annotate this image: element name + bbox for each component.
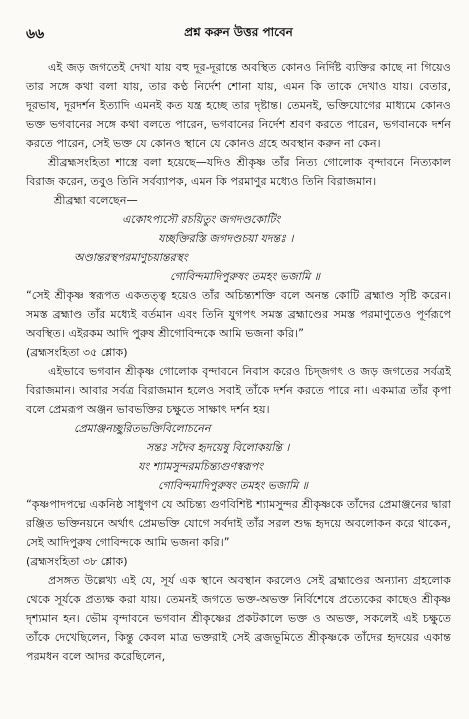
page-number: ৬৬	[26, 26, 45, 42]
verse-1-line-3: অণ্ডান্তরস্থপরমাণুচয়ান্তরস্থং	[74, 251, 188, 264]
verse-block-1	[26, 210, 451, 286]
verse-block-2	[26, 419, 451, 495]
translation-1: “সেই শ্রীকৃষ্ণ স্বরূপত একতত্ত্ব হয়েও তাঁর অচিন্ত্যশক্তি বলে অনন্ত কোটি ব্রহ্মাণ্ড সৃষ্টি করেন। সমস্ত ব্রহ্মাণ্ড তাঁর মধ্যেই বর্তমান এবং তিনি যুগপৎ সমস্ত ব্রহ্মাণ্ডের সমস্ত পরমাণুতেও পূর্ণরূপে অবস্থিত। এইরকম আদি পুরুষ শ্রীগোবিন্দকে আমি ভজনা করি।”	[26, 289, 451, 340]
paragraph-2: শ্রীব্রহ্মসংহিতা শাস্ত্রে বলা হয়েছে—যদিও শ্রীকৃষ্ণ তাঁর নিত্য গোলোক বৃন্দাবনে নিত্যকাল বিরাজ করেন, তবুও তিনি সর্বব্যাপক, এমন কি পরমাণুর মধ্যেও তিনি বিরাজমান।	[26, 156, 451, 188]
paragraph-1: এই জড় জগতেই দেখা যায় বহু দূর-দূরান্তে অবস্থিত কোনও নির্দিষ্ট ব্যক্তির কাছে না গিয়েও তার সঙ্গে কথা বলা যায়, তার কণ্ঠ নির্দেশ শোনা যায়, এমন কি তাকে দেখাও যায়। বেতার, দূরভাষ, দূরদর্শন ইত্যাদি এমনই কত যন্ত্র হচ্ছে তার দৃষ্টান্ত। তেমনই, ভক্তিযোগের মাধ্যমে কোনও ভক্ত ভগবানের সঙ্গে কথা বলতে পারেন, ভগবানের নির্দেশ শ্রবণ করতে পারেন, ভগবানকে দর্শন করতে পারেন, সেই ভক্ত যে কোনও স্থানে যে কোনও গ্রহে অবস্থান করুন না কেন।	[26, 61, 451, 150]
verse-2-line-3: যং শ্যামসুন্দরমচিন্ত্যগুণস্বরূপং	[138, 460, 263, 473]
verse-2-line-1: প্রেমাঞ্জনচ্ছুরিতভক্তিবিলোচনেন	[74, 422, 211, 435]
verse-2-line-4: গোবিন্দমাদিপুরুষং তমহং ভজামি ॥	[158, 479, 308, 492]
verse-2-line-2: সন্তঃ সদৈব হৃদয়েষু বিলোকয়ন্তি ।	[146, 441, 290, 454]
reference-2: (ব্রহ্মসংহিতা ৩৮ শ্লোক)	[26, 555, 128, 568]
verse-1-line-4: গোবিন্দমাদিপুরুষং তমহং ভজামি ॥	[170, 270, 320, 283]
verse-intro: শ্রীব্রহ্মা বলেছেন—	[54, 194, 138, 207]
verse-1-line-2: যচ্ছক্তিরস্তি জগদণ্ডচয়া যদন্তঃ ।	[158, 232, 294, 245]
paragraph-3: এইভাবে ভগবান শ্রীকৃষ্ণ গোলোক বৃন্দাবনে নিবাস করেও চিদ্জগৎ ও জড় জগতের সর্বত্রই বিরাজমান। আবার সর্বত্র বিরাজমান হলেও সবাই তাঁকে দর্শন করতে পারে না। একমাত্র তাঁর কৃপা বলে প্রেমরূপ অঞ্জন ভাবভক্তির চক্ষুতে সাক্ষাৎ দর্শন হয়।	[26, 365, 451, 416]
page-body	[26, 58, 451, 666]
translation-2: “কৃষ্ণপাদপদ্মে একনিষ্ঠ সাধুগণ যে অচিন্ত্য গুণবিশিষ্ট শ্যামসুন্দর শ্রীকৃষ্ণকে তাঁদের প্রেমাঞ্জনের দ্বারা রঞ্জিত ভক্তিনয়নে অর্থাৎ প্রেমভক্তি যোগে সর্বদাই তাঁর সরল শুদ্ধ হৃদয়ে অবলোকন করে থাকেন, সেই আদিপুরুষ গোবিন্দকে আমি ভজনা করি।”	[26, 498, 451, 549]
reference-1: (ব্রহ্মসংহিতা ৩৫ শ্লোক)	[26, 346, 128, 359]
paragraph-4: প্রসঙ্গত উল্লেখ্য এই যে, সূর্য এক স্থানে অবস্থান করলেও সেই ব্রহ্মাণ্ডের অন্যান্য গ্রহলোক থেকে সূর্যকে প্রত্যক্ষ করা যায়। তেমনই জগতে ভক্ত-অভক্ত নির্বিশেষে প্রত্যেকের কাছেও শ্রীকৃষ্ণ দৃশ্যমান হন। ভৌম বৃন্দাবনে ভগবান শ্রীকৃষ্ণের প্রকটকালে ভক্ত ও অভক্ত, সকলেই এই চক্ষুতে তাঁকে দেখেছিলেন, কিন্তু কেবল মাত্র ভক্তরাই সেই ব্রজভূমিতে শ্রীকৃষ্ণকে তাঁদের হৃদয়ের একান্ত পরমধন বলে আদর করেছিলেন,	[26, 574, 451, 663]
running-title: প্রশ্ন করুন উত্তর পাবেন	[184, 25, 293, 39]
verse-1-line-1: একোঽপ্যসৌ রচয়িতুং জগদণ্ডকোটিং	[122, 213, 281, 226]
page-header	[26, 22, 451, 44]
